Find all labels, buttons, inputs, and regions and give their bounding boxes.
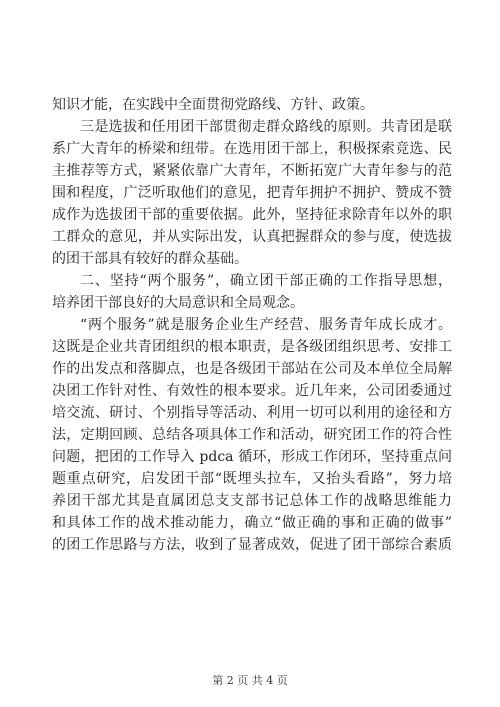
text-line: 和具体工作的战术推动能力，确立“做正确的事和正确的做事” xyxy=(52,515,452,531)
section-heading-line: 二、坚持“两个服务”，确立团干部正确的工作指导思想， xyxy=(80,273,452,289)
text-line: 题重点研究，启发团干部“既埋头拉车，又抬头看路”，努力培 xyxy=(52,471,452,487)
text-line: 决团工作针对性、有效性的根本要求。近几年来，公司团委通过 xyxy=(52,383,452,399)
text-line: 养团干部尤其是直属团总支支部书记总体工作的战略思维能力 xyxy=(52,493,452,509)
text-line: 问题，把团的工作导入 pdca 循环，形成工作闭环，坚持重点问 xyxy=(52,449,452,465)
text-line: 培交流、研讨、个别指导等活动、利用一切可以利用的途径和方 xyxy=(52,405,452,421)
text-line: 围和程度，广泛听取他们的意见，把青年拥护不拥护、赞成不赞 xyxy=(52,185,452,201)
text-line: 知识才能，在实践中全面贯彻党路线、方针、政策。 xyxy=(52,97,374,113)
section-heading-line: 培养团干部良好的大局意识和全局观念。 xyxy=(52,295,304,311)
text-line: 这既是企业共青团组织的根本职责，是各级团组织思考、安排工 xyxy=(52,339,452,355)
text-line: 三是选拔和任用团干部贯彻走群众路线的原则。共青团是联 xyxy=(80,119,452,135)
text-line: “两个服务”就是服务企业生产经营、服务青年成长成才。 xyxy=(80,317,452,333)
text-line: 系广大青年的桥梁和纽带。在选用团干部上，积极探索竞选、民 xyxy=(52,141,452,157)
text-line: 法，定期回顾、总结各项具体工作和活动，研究团工作的符合性 xyxy=(52,427,452,443)
page-number-footer: 第 2 页 共 4 页 xyxy=(212,674,288,687)
text-line: 作的出发点和落脚点，也是各级团干部站在公司及本单位全局解 xyxy=(52,361,452,377)
text-line: 成作为选拔团干部的重要依据。此外，坚持征求除青年以外的职 xyxy=(52,207,452,223)
text-line: 工群众的意见，并从实际出发，认真把握群众的参与度，使选拔 xyxy=(52,229,452,245)
document-body xyxy=(52,94,452,556)
text-line: 的团工作思路与方法，收到了显著成效，促进了团干部综合素质 xyxy=(52,537,452,553)
text-line: 主推荐等方式，紧紧依靠广大青年，不断拓宽广大青年参与的范 xyxy=(52,163,452,179)
text-line: 的团干部具有较好的群众基础。 xyxy=(52,251,248,267)
